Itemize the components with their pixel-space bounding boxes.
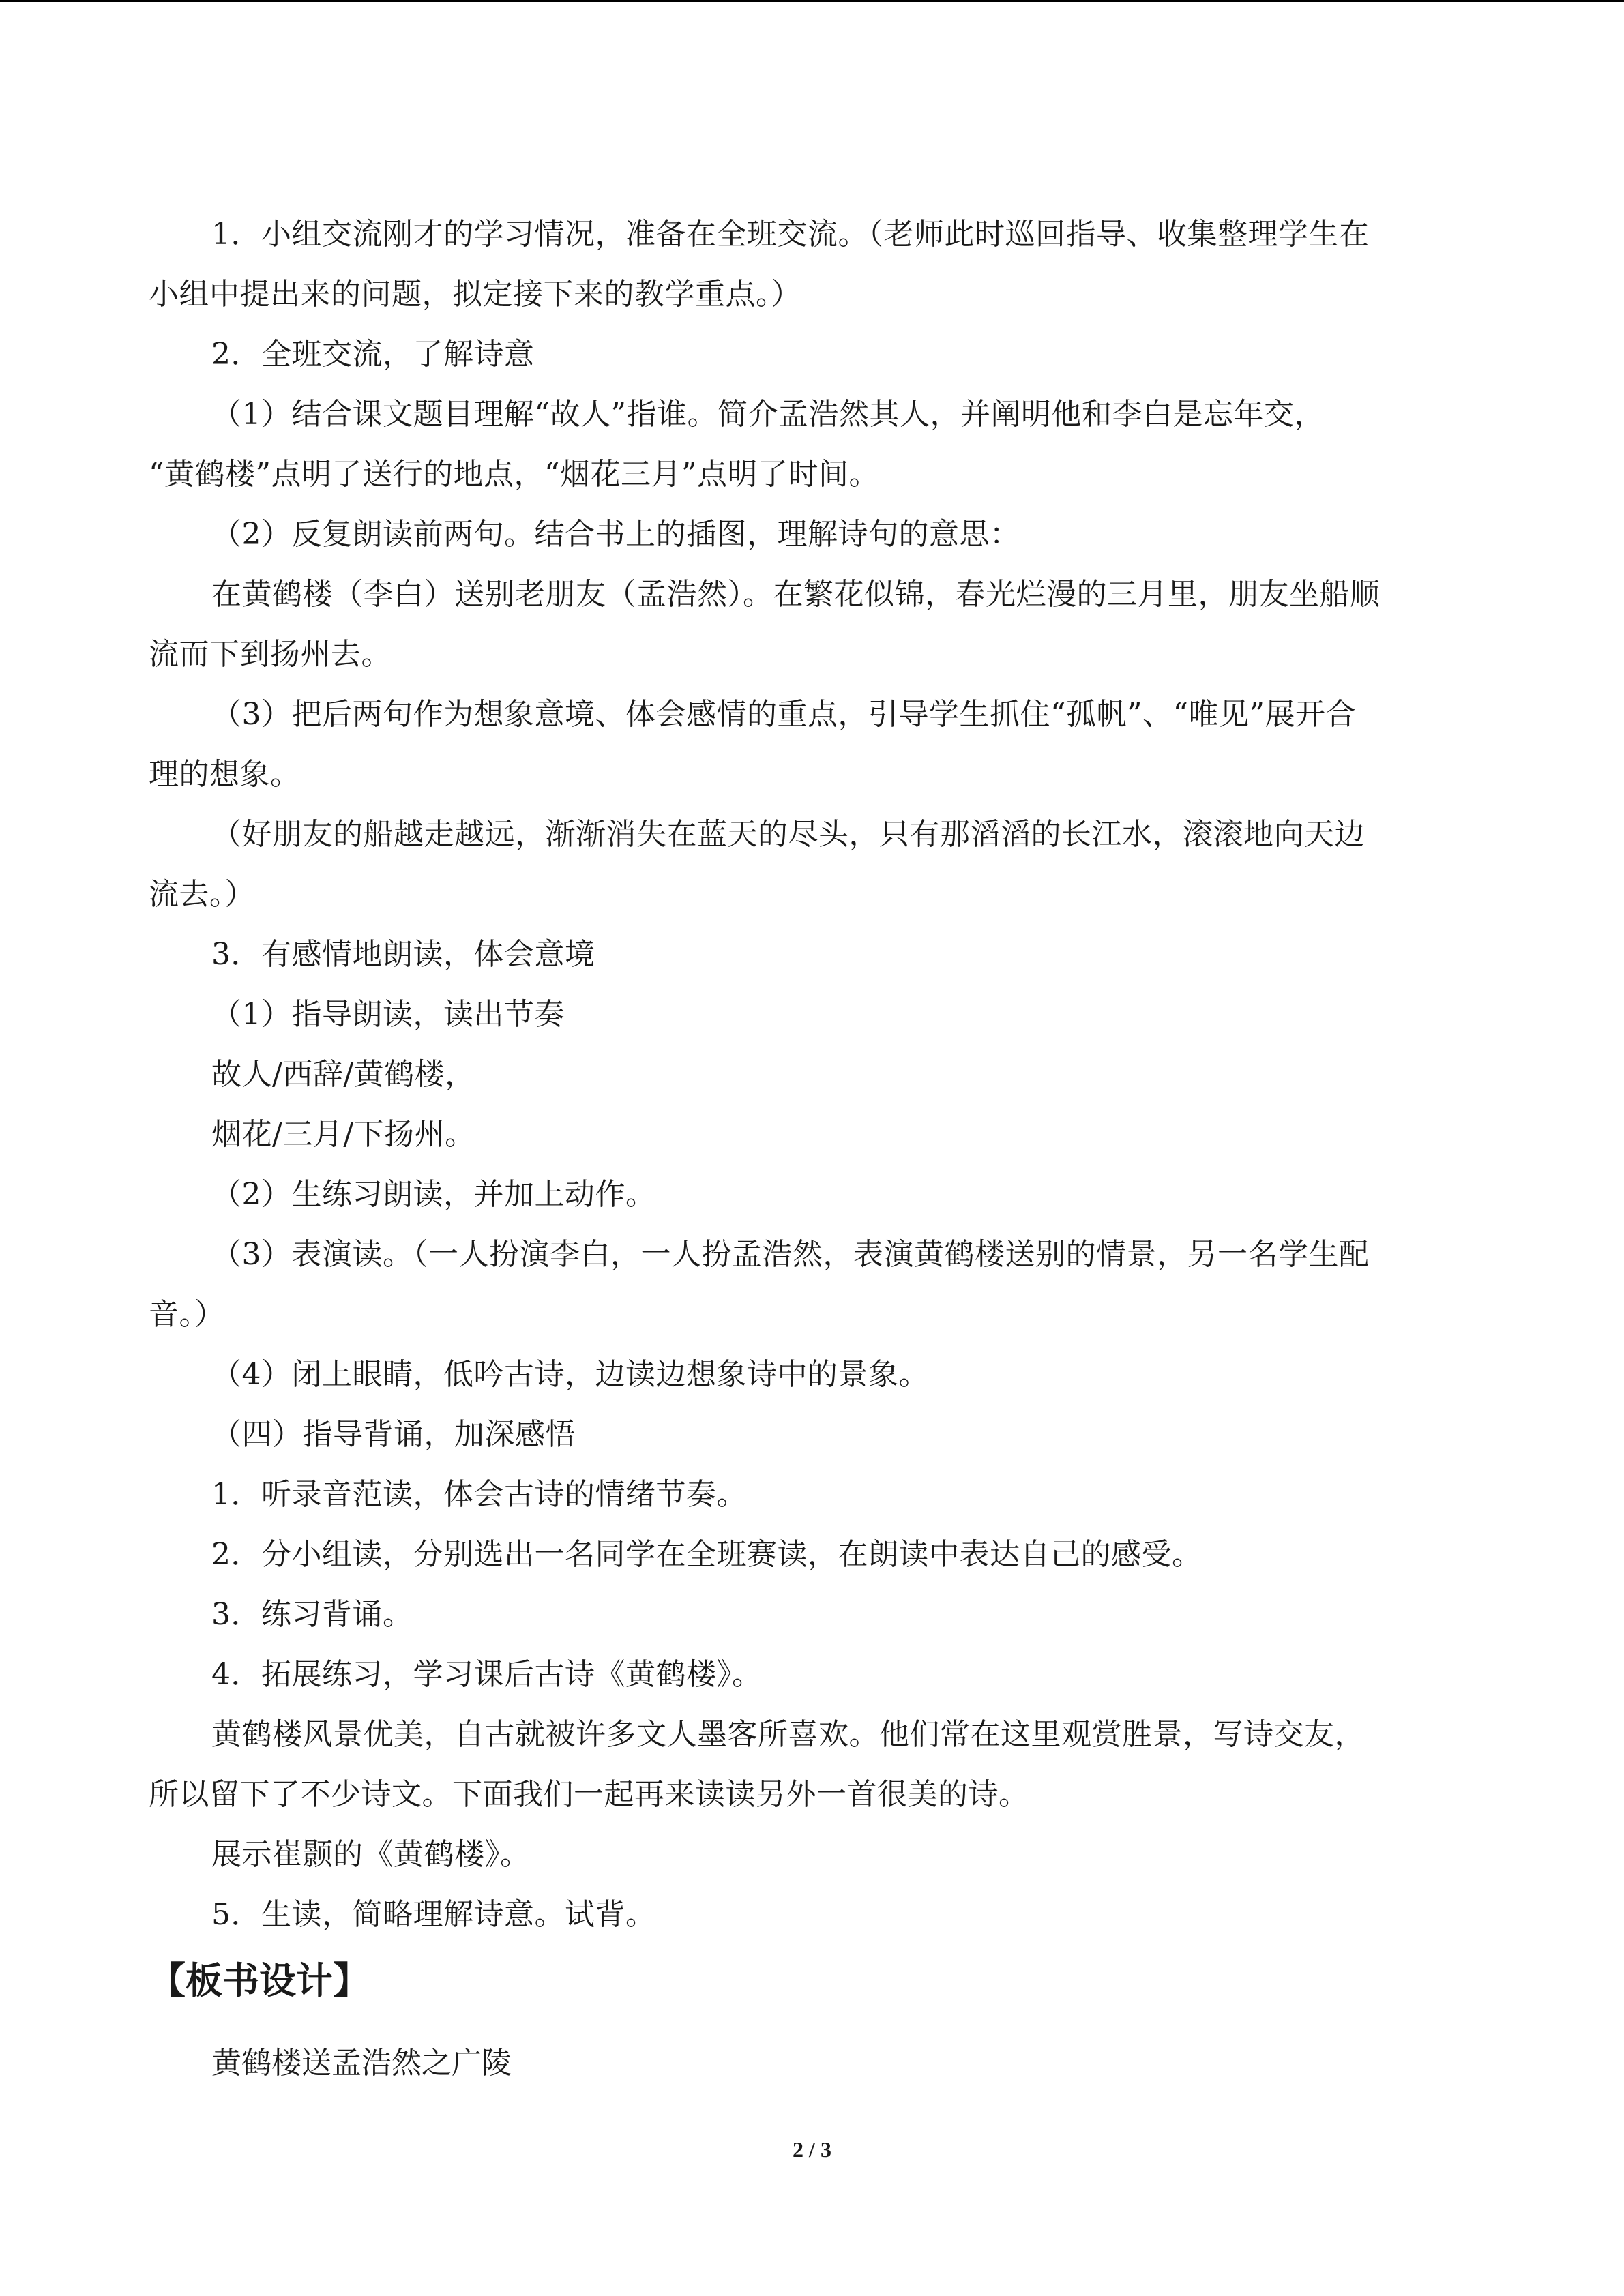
text-line: 3．练习背诵。 [211,1597,413,1632]
text-line: 烟花/三月/下扬州。 [211,1117,475,1152]
text-line: 在黄鹤楼（李白）送别老朋友（孟浩然）。在繁花似锦，春光烂漫的三月里，朋友坐船顺 [211,577,1381,612]
text-line: （四）指导背诵，加深感悟 [211,1417,576,1452]
text-line: 音。） [149,1297,225,1332]
page-top-border [0,0,1624,2]
document-body [149,205,1479,1945]
text-line: 流而下到扬州去。 [149,637,392,672]
text-line: 流去。） [149,877,255,912]
text-line: （3）表演读。（一人扮演李白，一人扮孟浩然，表演黄鹤楼送别的情景，另一名学生配 [211,1237,1370,1272]
text-line: 2．分小组读，分别选出一名同学在全班赛读，在朗读中表达自己的感受。 [211,1537,1202,1572]
text-line: （3）把后两句作为想象意境、体会感情的重点，引导学生抓住“孤帆”、“唯见”展开合 [211,697,1356,732]
text-line: 黄鹤楼风景优美，自古就被许多文人墨客所喜欢。他们常在这里观赏胜景，写诗交友， [211,1717,1365,1752]
text-line: （2）反复朗读前两句。结合书上的插图，理解诗句的意思： [211,517,1020,552]
text-line: （1）指导朗读，读出节奏 [211,997,565,1032]
text-line: 2．全班交流，了解诗意 [211,337,535,372]
text-line: 1．听录音范读，体会古诗的情绪节奏。 [211,1477,747,1512]
text-line: （好朋友的船越走越远，渐渐消失在蓝天的尽头，只有那滔滔的长江水，滚滚地向天边 [211,817,1365,852]
text-line: “黄鹤楼”点明了送行的地点，“烟花三月”点明了时间。 [149,457,879,492]
text-line: 3．有感情地朗读，体会意境 [211,937,595,972]
text-line: 展示崔颢的《黄鹤楼》。 [211,1837,531,1872]
text-line: 故人/西辞/黄鹤楼， [211,1057,475,1092]
text-line: （2）生练习朗读，并加上动作。 [211,1177,656,1212]
text-line: 所以留下了不少诗文。下面我们一起再来读读另外一首很美的诗。 [149,1777,1029,1812]
text-line: （4）闭上眼睛，低吟古诗，边读边想象诗中的景象。 [211,1357,929,1392]
board-design-title: 黄鹤楼送孟浩然之广陵 [211,2046,512,2081]
page-number: 2 / 3 [793,2137,831,2162]
text-line: 1．小组交流刚才的学习情况，准备在全班交流。（老师此时巡回指导、收集整理学生在 [211,217,1370,252]
text-line: 4．拓展练习，学习课后古诗《黄鹤楼》。 [211,1657,763,1692]
text-line: 小组中提出来的问题，拟定接下来的教学重点。） [149,277,801,312]
text-line: 5．生读，简略理解诗意。试背。 [211,1897,656,1932]
section-heading-board-design: 【板书设计】 [149,1959,370,2002]
text-line: 理的想象。 [149,757,301,792]
text-line: （1）结合课文题目理解“故人”指谁。简介孟浩然其人，并阐明他和李白是忘年交， [211,397,1325,432]
